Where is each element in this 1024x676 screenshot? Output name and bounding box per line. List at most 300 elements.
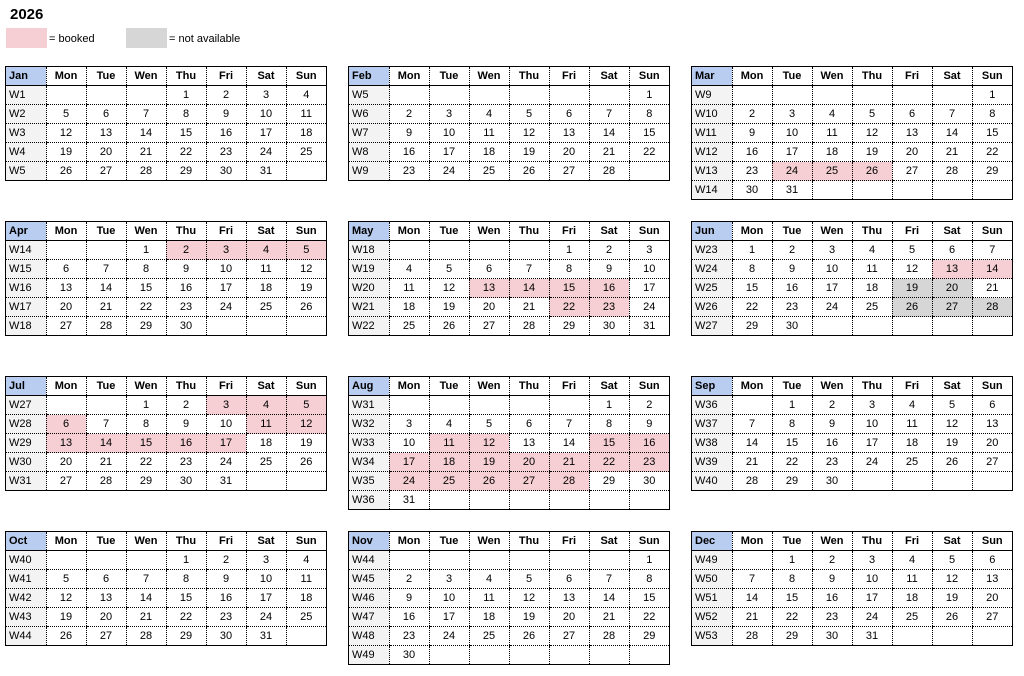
day-cell[interactable]: 29 bbox=[589, 472, 629, 491]
day-cell[interactable]: 23 bbox=[166, 298, 206, 317]
day-cell[interactable]: 20 bbox=[972, 434, 1012, 453]
day-cell-booked[interactable]: 11 bbox=[429, 434, 469, 453]
day-cell[interactable]: 13 bbox=[972, 570, 1012, 589]
day-cell[interactable]: 19 bbox=[286, 279, 326, 298]
day-cell[interactable]: 20 bbox=[549, 143, 589, 162]
day-cell-booked[interactable]: 5 bbox=[286, 396, 326, 415]
day-cell[interactable]: 24 bbox=[629, 298, 669, 317]
day-cell[interactable]: 30 bbox=[629, 472, 669, 491]
day-cell[interactable]: 20 bbox=[549, 608, 589, 627]
day-cell[interactable]: 22 bbox=[629, 608, 669, 627]
day-cell[interactable]: 10 bbox=[429, 124, 469, 143]
day-cell[interactable]: 28 bbox=[932, 162, 972, 181]
day-cell[interactable]: 4 bbox=[469, 570, 509, 589]
day-cell[interactable]: 31 bbox=[206, 472, 246, 491]
day-cell[interactable]: 20 bbox=[469, 298, 509, 317]
day-cell[interactable]: 2 bbox=[389, 105, 429, 124]
day-cell-not-available[interactable]: 27 bbox=[932, 298, 972, 317]
day-cell[interactable]: 29 bbox=[772, 627, 812, 646]
day-cell-booked[interactable]: 23 bbox=[589, 298, 629, 317]
day-cell[interactable]: 6 bbox=[549, 105, 589, 124]
day-cell[interactable]: 26 bbox=[286, 453, 326, 472]
day-cell[interactable]: 10 bbox=[246, 570, 286, 589]
day-cell-booked[interactable]: 3 bbox=[206, 396, 246, 415]
day-cell[interactable]: 24 bbox=[812, 298, 852, 317]
day-cell[interactable]: 1 bbox=[589, 396, 629, 415]
day-cell[interactable]: 1 bbox=[972, 86, 1012, 105]
day-cell[interactable]: 3 bbox=[812, 241, 852, 260]
day-cell[interactable]: 10 bbox=[812, 260, 852, 279]
day-cell[interactable]: 26 bbox=[932, 453, 972, 472]
day-cell[interactable]: 15 bbox=[772, 589, 812, 608]
day-cell[interactable]: 14 bbox=[126, 124, 166, 143]
day-cell[interactable]: 13 bbox=[86, 124, 126, 143]
day-cell-booked[interactable]: 26 bbox=[469, 472, 509, 491]
day-cell[interactable]: 17 bbox=[629, 279, 669, 298]
day-cell[interactable]: 28 bbox=[732, 472, 772, 491]
day-cell-booked[interactable]: 23 bbox=[629, 453, 669, 472]
day-cell[interactable]: 1 bbox=[772, 551, 812, 570]
day-cell[interactable]: 17 bbox=[246, 124, 286, 143]
day-cell[interactable]: 12 bbox=[286, 260, 326, 279]
day-cell[interactable]: 18 bbox=[389, 298, 429, 317]
day-cell[interactable]: 8 bbox=[772, 415, 812, 434]
day-cell[interactable]: 1 bbox=[629, 86, 669, 105]
day-cell[interactable]: 11 bbox=[852, 260, 892, 279]
day-cell[interactable]: 2 bbox=[812, 396, 852, 415]
day-cell[interactable]: 4 bbox=[286, 551, 326, 570]
day-cell[interactable]: 22 bbox=[772, 608, 812, 627]
day-cell[interactable]: 15 bbox=[972, 124, 1012, 143]
day-cell[interactable]: 9 bbox=[166, 415, 206, 434]
day-cell-booked[interactable]: 26 bbox=[852, 162, 892, 181]
day-cell[interactable]: 2 bbox=[629, 396, 669, 415]
day-cell[interactable]: 30 bbox=[812, 472, 852, 491]
day-cell[interactable]: 6 bbox=[86, 570, 126, 589]
day-cell[interactable]: 27 bbox=[46, 317, 86, 336]
day-cell[interactable]: 8 bbox=[589, 415, 629, 434]
day-cell[interactable]: 22 bbox=[126, 453, 166, 472]
day-cell[interactable]: 16 bbox=[166, 279, 206, 298]
day-cell-booked[interactable]: 6 bbox=[46, 415, 86, 434]
day-cell[interactable]: 19 bbox=[509, 608, 549, 627]
day-cell[interactable]: 15 bbox=[166, 589, 206, 608]
day-cell[interactable]: 27 bbox=[86, 627, 126, 646]
day-cell[interactable]: 15 bbox=[732, 279, 772, 298]
day-cell[interactable]: 5 bbox=[892, 241, 932, 260]
day-cell[interactable]: 7 bbox=[509, 260, 549, 279]
day-cell[interactable]: 21 bbox=[86, 298, 126, 317]
day-cell[interactable]: 30 bbox=[772, 317, 812, 336]
day-cell[interactable]: 1 bbox=[549, 241, 589, 260]
day-cell[interactable]: 7 bbox=[549, 415, 589, 434]
day-cell[interactable]: 25 bbox=[892, 608, 932, 627]
day-cell[interactable]: 20 bbox=[892, 143, 932, 162]
day-cell[interactable]: 8 bbox=[166, 570, 206, 589]
day-cell[interactable]: 21 bbox=[589, 143, 629, 162]
day-cell[interactable]: 4 bbox=[892, 551, 932, 570]
day-cell[interactable]: 14 bbox=[589, 124, 629, 143]
day-cell-booked[interactable]: 17 bbox=[389, 453, 429, 472]
day-cell[interactable]: 16 bbox=[389, 608, 429, 627]
day-cell-booked[interactable]: 13 bbox=[46, 434, 86, 453]
day-cell[interactable]: 4 bbox=[812, 105, 852, 124]
day-cell-booked[interactable]: 15 bbox=[126, 434, 166, 453]
day-cell[interactable]: 12 bbox=[932, 415, 972, 434]
day-cell[interactable]: 12 bbox=[509, 124, 549, 143]
day-cell[interactable]: 18 bbox=[852, 279, 892, 298]
day-cell[interactable]: 13 bbox=[892, 124, 932, 143]
day-cell[interactable]: 28 bbox=[732, 627, 772, 646]
day-cell[interactable]: 18 bbox=[286, 589, 326, 608]
day-cell[interactable]: 10 bbox=[629, 260, 669, 279]
day-cell[interactable]: 19 bbox=[429, 298, 469, 317]
day-cell[interactable]: 5 bbox=[852, 105, 892, 124]
day-cell[interactable]: 17 bbox=[246, 589, 286, 608]
day-cell[interactable]: 7 bbox=[972, 241, 1012, 260]
day-cell[interactable]: 18 bbox=[812, 143, 852, 162]
day-cell[interactable]: 1 bbox=[732, 241, 772, 260]
day-cell[interactable]: 27 bbox=[549, 162, 589, 181]
day-cell[interactable]: 11 bbox=[389, 279, 429, 298]
day-cell[interactable]: 7 bbox=[86, 415, 126, 434]
day-cell-booked[interactable]: 25 bbox=[812, 162, 852, 181]
day-cell[interactable]: 10 bbox=[852, 570, 892, 589]
day-cell-booked[interactable]: 17 bbox=[206, 434, 246, 453]
day-cell[interactable]: 25 bbox=[286, 143, 326, 162]
day-cell[interactable]: 27 bbox=[972, 453, 1012, 472]
day-cell[interactable]: 22 bbox=[629, 143, 669, 162]
day-cell-booked[interactable]: 12 bbox=[469, 434, 509, 453]
day-cell[interactable]: 26 bbox=[509, 627, 549, 646]
day-cell[interactable]: 16 bbox=[206, 589, 246, 608]
day-cell[interactable]: 29 bbox=[972, 162, 1012, 181]
day-cell[interactable]: 30 bbox=[732, 181, 772, 200]
day-cell[interactable]: 18 bbox=[892, 589, 932, 608]
day-cell[interactable]: 16 bbox=[206, 124, 246, 143]
day-cell-booked[interactable]: 13 bbox=[469, 279, 509, 298]
day-cell[interactable]: 14 bbox=[86, 279, 126, 298]
day-cell[interactable]: 9 bbox=[389, 589, 429, 608]
day-cell[interactable]: 5 bbox=[46, 105, 86, 124]
day-cell[interactable]: 17 bbox=[852, 434, 892, 453]
day-cell-booked[interactable]: 18 bbox=[429, 453, 469, 472]
day-cell-booked[interactable]: 4 bbox=[246, 396, 286, 415]
day-cell-booked[interactable]: 24 bbox=[772, 162, 812, 181]
day-cell[interactable]: 25 bbox=[469, 627, 509, 646]
day-cell-booked[interactable]: 15 bbox=[589, 434, 629, 453]
day-cell[interactable]: 26 bbox=[509, 162, 549, 181]
day-cell[interactable]: 31 bbox=[629, 317, 669, 336]
day-cell[interactable]: 12 bbox=[509, 589, 549, 608]
day-cell[interactable]: 4 bbox=[286, 86, 326, 105]
day-cell[interactable]: 11 bbox=[892, 415, 932, 434]
day-cell[interactable]: 8 bbox=[732, 260, 772, 279]
day-cell[interactable]: 16 bbox=[732, 143, 772, 162]
day-cell[interactable]: 19 bbox=[46, 608, 86, 627]
day-cell[interactable]: 1 bbox=[166, 86, 206, 105]
day-cell[interactable]: 18 bbox=[246, 279, 286, 298]
day-cell[interactable]: 18 bbox=[892, 434, 932, 453]
day-cell[interactable]: 9 bbox=[629, 415, 669, 434]
day-cell-booked[interactable]: 24 bbox=[389, 472, 429, 491]
day-cell[interactable]: 13 bbox=[46, 279, 86, 298]
day-cell[interactable]: 18 bbox=[469, 608, 509, 627]
day-cell[interactable]: 4 bbox=[469, 105, 509, 124]
day-cell[interactable]: 2 bbox=[812, 551, 852, 570]
day-cell-booked[interactable]: 12 bbox=[286, 415, 326, 434]
day-cell[interactable]: 20 bbox=[46, 453, 86, 472]
day-cell[interactable]: 28 bbox=[86, 317, 126, 336]
day-cell-booked[interactable]: 15 bbox=[549, 279, 589, 298]
day-cell[interactable]: 9 bbox=[206, 570, 246, 589]
day-cell[interactable]: 6 bbox=[892, 105, 932, 124]
day-cell-booked[interactable]: 27 bbox=[509, 472, 549, 491]
day-cell[interactable]: 11 bbox=[286, 570, 326, 589]
day-cell[interactable]: 5 bbox=[429, 260, 469, 279]
day-cell[interactable]: 13 bbox=[509, 434, 549, 453]
day-cell[interactable]: 24 bbox=[246, 608, 286, 627]
day-cell[interactable]: 16 bbox=[389, 143, 429, 162]
day-cell[interactable]: 20 bbox=[46, 298, 86, 317]
day-cell[interactable]: 23 bbox=[732, 162, 772, 181]
day-cell[interactable]: 16 bbox=[812, 589, 852, 608]
day-cell[interactable]: 9 bbox=[812, 570, 852, 589]
day-cell[interactable]: 4 bbox=[892, 396, 932, 415]
day-cell[interactable]: 23 bbox=[206, 608, 246, 627]
day-cell[interactable]: 23 bbox=[389, 627, 429, 646]
day-cell[interactable]: 6 bbox=[972, 551, 1012, 570]
day-cell-booked[interactable]: 22 bbox=[589, 453, 629, 472]
day-cell[interactable]: 9 bbox=[589, 260, 629, 279]
day-cell[interactable]: 21 bbox=[86, 453, 126, 472]
day-cell[interactable]: 26 bbox=[932, 608, 972, 627]
day-cell[interactable]: 29 bbox=[166, 627, 206, 646]
day-cell[interactable]: 30 bbox=[389, 646, 429, 665]
day-cell[interactable]: 9 bbox=[166, 260, 206, 279]
day-cell[interactable]: 3 bbox=[429, 570, 469, 589]
day-cell-booked[interactable]: 19 bbox=[469, 453, 509, 472]
day-cell[interactable]: 23 bbox=[812, 453, 852, 472]
day-cell-booked[interactable]: 20 bbox=[509, 453, 549, 472]
day-cell[interactable]: 12 bbox=[932, 570, 972, 589]
day-cell[interactable]: 21 bbox=[732, 608, 772, 627]
day-cell[interactable]: 9 bbox=[772, 260, 812, 279]
day-cell[interactable]: 30 bbox=[206, 627, 246, 646]
day-cell[interactable]: 24 bbox=[206, 453, 246, 472]
day-cell[interactable]: 20 bbox=[86, 143, 126, 162]
day-cell-booked[interactable]: 3 bbox=[206, 241, 246, 260]
day-cell[interactable]: 1 bbox=[126, 396, 166, 415]
day-cell[interactable]: 5 bbox=[932, 551, 972, 570]
day-cell[interactable]: 11 bbox=[469, 589, 509, 608]
day-cell[interactable]: 30 bbox=[812, 627, 852, 646]
day-cell[interactable]: 16 bbox=[772, 279, 812, 298]
day-cell[interactable]: 14 bbox=[732, 589, 772, 608]
day-cell[interactable]: 10 bbox=[206, 415, 246, 434]
day-cell[interactable]: 13 bbox=[86, 589, 126, 608]
day-cell[interactable]: 2 bbox=[206, 551, 246, 570]
day-cell[interactable]: 18 bbox=[469, 143, 509, 162]
day-cell[interactable]: 27 bbox=[972, 608, 1012, 627]
day-cell-booked[interactable]: 5 bbox=[286, 241, 326, 260]
day-cell[interactable]: 6 bbox=[972, 396, 1012, 415]
day-cell[interactable]: 9 bbox=[732, 124, 772, 143]
day-cell[interactable]: 22 bbox=[772, 453, 812, 472]
day-cell-booked[interactable]: 22 bbox=[549, 298, 589, 317]
day-cell[interactable]: 23 bbox=[206, 143, 246, 162]
day-cell[interactable]: 8 bbox=[972, 105, 1012, 124]
day-cell[interactable]: 24 bbox=[246, 143, 286, 162]
day-cell[interactable]: 6 bbox=[509, 415, 549, 434]
day-cell-booked[interactable]: 16 bbox=[629, 434, 669, 453]
day-cell[interactable]: 28 bbox=[589, 627, 629, 646]
day-cell[interactable]: 4 bbox=[389, 260, 429, 279]
day-cell[interactable]: 29 bbox=[549, 317, 589, 336]
day-cell[interactable]: 7 bbox=[732, 415, 772, 434]
day-cell[interactable]: 7 bbox=[126, 570, 166, 589]
day-cell[interactable]: 5 bbox=[469, 415, 509, 434]
day-cell[interactable]: 27 bbox=[469, 317, 509, 336]
day-cell-booked[interactable]: 14 bbox=[972, 260, 1012, 279]
day-cell[interactable]: 23 bbox=[166, 453, 206, 472]
day-cell[interactable]: 22 bbox=[126, 298, 166, 317]
day-cell[interactable]: 26 bbox=[46, 162, 86, 181]
day-cell[interactable]: 1 bbox=[126, 241, 166, 260]
day-cell[interactable]: 20 bbox=[86, 608, 126, 627]
day-cell[interactable]: 17 bbox=[812, 279, 852, 298]
day-cell[interactable]: 4 bbox=[429, 415, 469, 434]
day-cell[interactable]: 3 bbox=[852, 396, 892, 415]
day-cell[interactable]: 12 bbox=[892, 260, 932, 279]
day-cell[interactable]: 17 bbox=[772, 143, 812, 162]
day-cell[interactable]: 18 bbox=[286, 124, 326, 143]
day-cell[interactable]: 13 bbox=[972, 415, 1012, 434]
day-cell[interactable]: 31 bbox=[772, 181, 812, 200]
day-cell[interactable]: 31 bbox=[389, 491, 429, 510]
day-cell[interactable]: 19 bbox=[932, 434, 972, 453]
day-cell[interactable]: 17 bbox=[852, 589, 892, 608]
day-cell[interactable]: 30 bbox=[206, 162, 246, 181]
day-cell-booked[interactable]: 21 bbox=[549, 453, 589, 472]
day-cell[interactable]: 25 bbox=[286, 608, 326, 627]
day-cell[interactable]: 15 bbox=[629, 124, 669, 143]
day-cell[interactable]: 10 bbox=[772, 124, 812, 143]
day-cell[interactable]: 15 bbox=[126, 279, 166, 298]
day-cell[interactable]: 28 bbox=[126, 627, 166, 646]
day-cell[interactable]: 19 bbox=[46, 143, 86, 162]
day-cell[interactable]: 3 bbox=[246, 86, 286, 105]
day-cell[interactable]: 2 bbox=[206, 86, 246, 105]
day-cell[interactable]: 19 bbox=[286, 434, 326, 453]
day-cell[interactable]: 2 bbox=[732, 105, 772, 124]
day-cell[interactable]: 2 bbox=[389, 570, 429, 589]
day-cell-booked[interactable]: 14 bbox=[86, 434, 126, 453]
day-cell[interactable]: 9 bbox=[389, 124, 429, 143]
day-cell[interactable]: 10 bbox=[429, 589, 469, 608]
day-cell[interactable]: 29 bbox=[126, 317, 166, 336]
day-cell[interactable]: 12 bbox=[46, 124, 86, 143]
day-cell-not-available[interactable]: 26 bbox=[892, 298, 932, 317]
day-cell-booked[interactable]: 2 bbox=[166, 241, 206, 260]
day-cell[interactable]: 29 bbox=[126, 472, 166, 491]
day-cell[interactable]: 9 bbox=[812, 415, 852, 434]
day-cell[interactable]: 27 bbox=[892, 162, 932, 181]
day-cell[interactable]: 8 bbox=[166, 105, 206, 124]
day-cell[interactable]: 8 bbox=[126, 415, 166, 434]
day-cell[interactable]: 18 bbox=[246, 434, 286, 453]
day-cell[interactable]: 3 bbox=[429, 105, 469, 124]
day-cell[interactable]: 29 bbox=[166, 162, 206, 181]
day-cell[interactable]: 26 bbox=[286, 298, 326, 317]
day-cell[interactable]: 7 bbox=[126, 105, 166, 124]
day-cell-booked[interactable]: 11 bbox=[246, 415, 286, 434]
day-cell[interactable]: 21 bbox=[972, 279, 1012, 298]
day-cell[interactable]: 6 bbox=[549, 570, 589, 589]
day-cell[interactable]: 29 bbox=[629, 627, 669, 646]
day-cell[interactable]: 8 bbox=[629, 105, 669, 124]
day-cell[interactable]: 27 bbox=[46, 472, 86, 491]
day-cell[interactable]: 5 bbox=[932, 396, 972, 415]
day-cell[interactable]: 4 bbox=[852, 241, 892, 260]
day-cell[interactable]: 28 bbox=[126, 162, 166, 181]
day-cell[interactable]: 7 bbox=[589, 570, 629, 589]
day-cell[interactable]: 3 bbox=[246, 551, 286, 570]
day-cell[interactable]: 17 bbox=[429, 608, 469, 627]
day-cell[interactable]: 2 bbox=[772, 241, 812, 260]
day-cell[interactable]: 19 bbox=[852, 143, 892, 162]
day-cell[interactable]: 5 bbox=[509, 570, 549, 589]
day-cell[interactable]: 1 bbox=[166, 551, 206, 570]
day-cell[interactable]: 14 bbox=[126, 589, 166, 608]
day-cell[interactable]: 27 bbox=[86, 162, 126, 181]
day-cell[interactable]: 22 bbox=[166, 608, 206, 627]
day-cell[interactable]: 22 bbox=[732, 298, 772, 317]
day-cell[interactable]: 30 bbox=[166, 472, 206, 491]
day-cell[interactable]: 23 bbox=[772, 298, 812, 317]
day-cell[interactable]: 29 bbox=[772, 472, 812, 491]
day-cell[interactable]: 17 bbox=[206, 279, 246, 298]
day-cell[interactable]: 31 bbox=[246, 162, 286, 181]
day-cell[interactable]: 13 bbox=[549, 124, 589, 143]
day-cell[interactable]: 29 bbox=[732, 317, 772, 336]
day-cell-not-available[interactable]: 28 bbox=[972, 298, 1012, 317]
day-cell[interactable]: 15 bbox=[772, 434, 812, 453]
day-cell[interactable]: 24 bbox=[852, 453, 892, 472]
day-cell[interactable]: 26 bbox=[46, 627, 86, 646]
day-cell[interactable]: 2 bbox=[589, 241, 629, 260]
day-cell[interactable]: 6 bbox=[932, 241, 972, 260]
day-cell[interactable]: 22 bbox=[166, 143, 206, 162]
day-cell[interactable]: 17 bbox=[429, 143, 469, 162]
day-cell[interactable]: 10 bbox=[246, 105, 286, 124]
day-cell[interactable]: 25 bbox=[246, 453, 286, 472]
day-cell[interactable]: 24 bbox=[852, 608, 892, 627]
day-cell[interactable]: 28 bbox=[86, 472, 126, 491]
day-cell[interactable]: 21 bbox=[126, 608, 166, 627]
day-cell[interactable]: 8 bbox=[549, 260, 589, 279]
day-cell[interactable]: 28 bbox=[509, 317, 549, 336]
day-cell[interactable]: 21 bbox=[589, 608, 629, 627]
day-cell[interactable]: 25 bbox=[469, 162, 509, 181]
day-cell[interactable]: 26 bbox=[429, 317, 469, 336]
day-cell[interactable]: 23 bbox=[389, 162, 429, 181]
day-cell[interactable]: 9 bbox=[206, 105, 246, 124]
day-cell[interactable]: 20 bbox=[972, 589, 1012, 608]
day-cell[interactable]: 8 bbox=[772, 570, 812, 589]
day-cell-booked[interactable]: 16 bbox=[589, 279, 629, 298]
day-cell-booked[interactable]: 4 bbox=[246, 241, 286, 260]
